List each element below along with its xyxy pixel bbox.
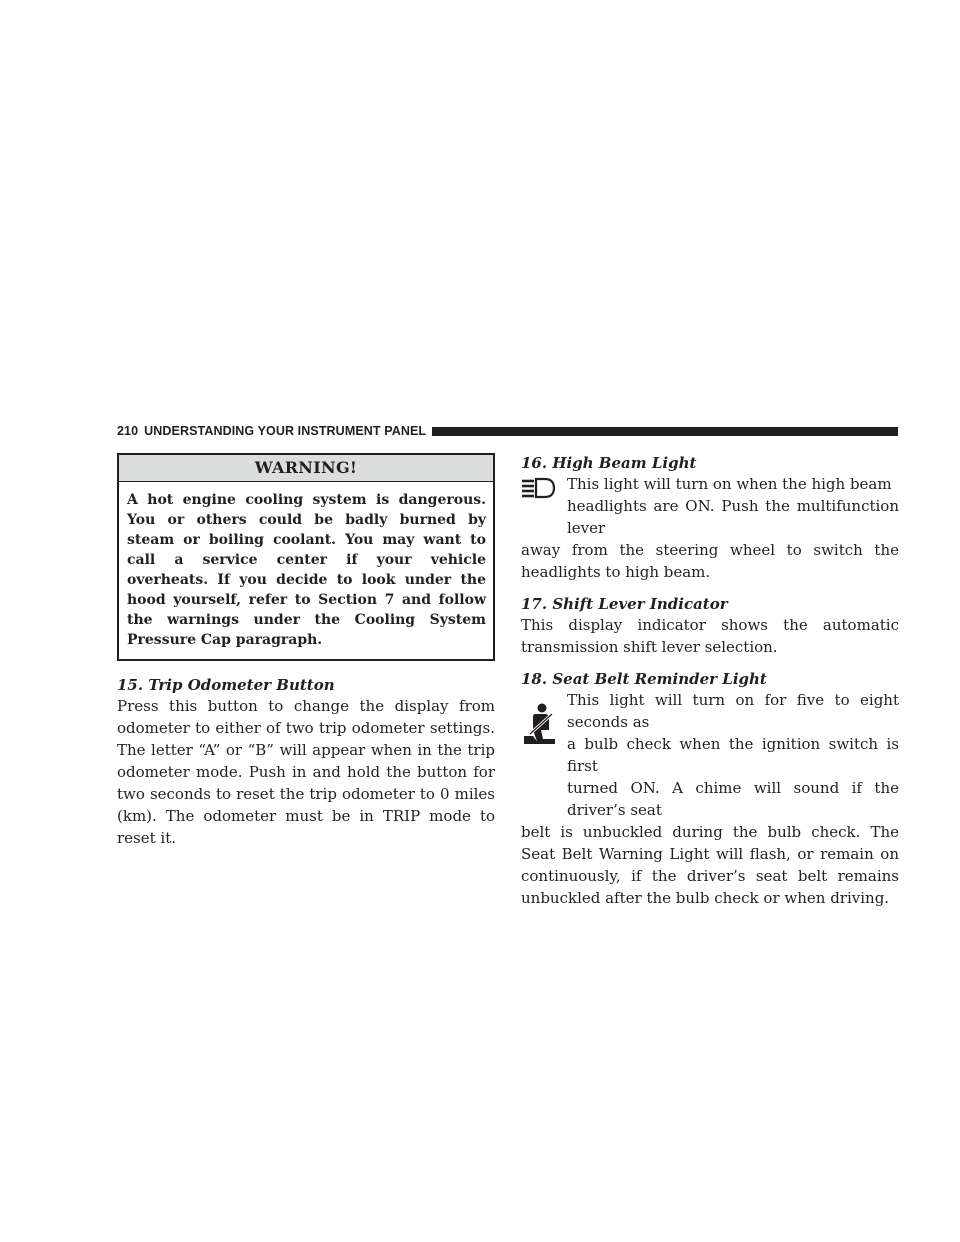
section-shift-lever — [521, 594, 899, 658]
warning-box — [117, 453, 495, 661]
icon-paragraph — [521, 689, 899, 909]
chapter-title: UNDERSTANDING YOUR INSTRUMENT PANEL — [144, 424, 427, 438]
seat-belt-line-2: a bulb check when the ignition switch is first — [567, 735, 899, 775]
high-beam-line-1: This light will turn on when the high beam — [567, 475, 892, 493]
page-number: 210 — [117, 424, 139, 438]
section-text: Press this button to change the display from odometer to either of two trip odometer settings. The letter “A” or “B” will appear when in the trip odometer mode. Push in and hold the button for two seconds to reset the trip odometer to 0 miles (km). The odometer must be in TRIP mode to reset it. — [117, 697, 495, 847]
left-column — [117, 453, 495, 860]
section-high-beam — [521, 453, 899, 583]
header-rule — [432, 427, 898, 436]
seat-belt-line-1: This light will turn on for five to eight seconds as — [567, 691, 899, 731]
section-heading: 17. Shift Lever Indicator — [521, 595, 728, 613]
warning-text: A hot engine cooling system is dangerous. You or others could be badly burned by steam or boiling coolant. You may want to call a service center if your vehicle overheats. If you decide to look under the hood yourself, refer to Section 7 and follow the warnings under the Cooling System Pressure Cap paragraph. — [127, 492, 486, 648]
section-heading: 15. Trip Odometer Button — [117, 676, 335, 694]
running-header — [117, 424, 426, 438]
high-beam-line-2: headlights are ON. Push the multifunction lever — [567, 497, 899, 537]
page-header — [117, 423, 898, 439]
section-heading: 18. Seat Belt Reminder Light — [521, 670, 767, 688]
section-heading: 16. High Beam Light — [521, 454, 697, 472]
section-text: This display indicator shows the automatic transmission shift lever selection. — [521, 616, 899, 656]
high-beam-icon — [521, 477, 555, 503]
section-seat-belt — [521, 669, 899, 909]
warning-title: WARNING! — [119, 455, 493, 482]
seat-belt-text: belt is unbuckled during the bulb check. The Seat Belt Warning Light will flash, or remain on continuously, if the driver’s seat belt remains unbuckled after the bulb check or when driving. — [521, 823, 899, 907]
section-trip-odometer — [117, 675, 495, 849]
seat-belt-icon — [521, 703, 557, 751]
seat-belt-line-3: turned ON. A chime will sound if the driver’s seat — [567, 779, 899, 819]
high-beam-text: away from the steering wheel to switch the headlights to high beam. — [521, 541, 899, 581]
icon-paragraph — [521, 473, 899, 583]
right-column — [521, 453, 899, 920]
